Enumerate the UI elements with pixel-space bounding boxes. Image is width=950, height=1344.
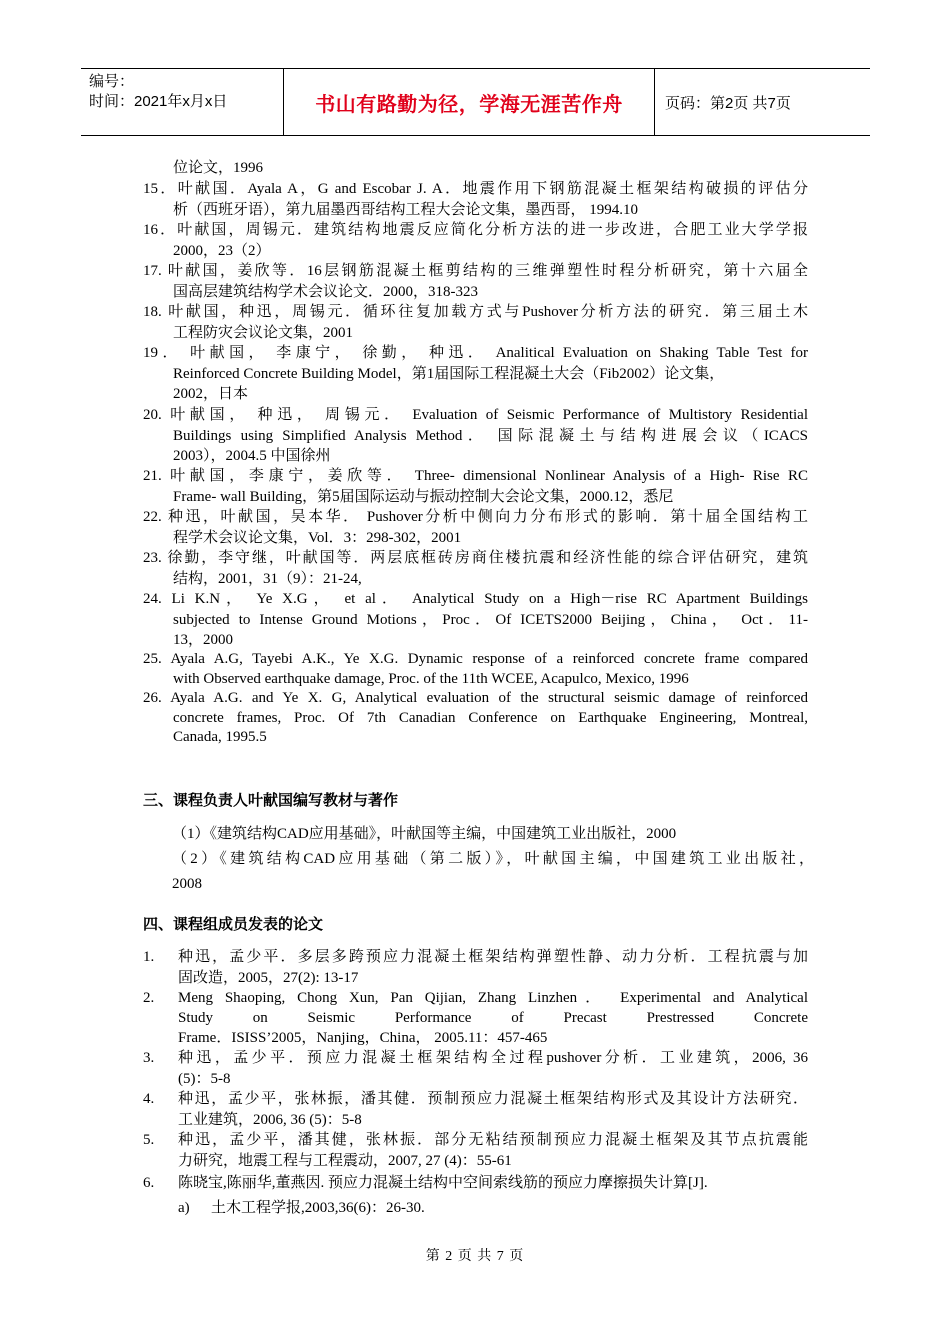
document-number-label: 编号： xyxy=(89,73,135,90)
textbook-item: （1）《建筑结构CAD应用基础》，叶献国等主编，中国建筑工业出版社，2000 xyxy=(172,826,677,842)
document-time-label: 时间：2021年x月x日 xyxy=(89,93,228,110)
reference-item: 17. 叶献国，姜欣等．16层钢筋混凝土框剪结构的三维弹塑性时程分析研究，第十六届全 国高层建筑结构学术会议论文．2000，318-323 xyxy=(143,263,808,300)
reference-item: 26. Ayala A.G. and Ye X. G, Analytical evaluation of the structural seismic damage of reinforced concrete frames, Proc. Of 7th Canadian Conference on Earthquake Engineering, Montreal, Canada, 1995.5 xyxy=(143,690,808,745)
textbook-item: （2）《建筑结构CAD应用基础（第二版）》，叶献国主编，中国建筑工业出版社， xyxy=(172,851,814,867)
page-footer: 第 2 页 共 7 页 xyxy=(425,1249,525,1264)
reference-item: 23. 徐勤，李守继，叶献国等．两层底框砖房商住楼抗震和经济性能的综合评估研究，建筑 结构，2001，31（9）：21-24, xyxy=(143,550,808,587)
section-title: 三、课程负责人叶献国编写教材与著作 xyxy=(143,791,399,809)
header-motto: 书山有路勤为径，学海无涯苦作舟 xyxy=(283,69,655,135)
reference-item: 15．叶献国．Ayala A，G and Escobar J. A．地震作用下钢筋混凝土框架结构破损的评估分 析（西班牙语），第九届墨西哥结构工程大会论文集，墨西哥， 1994.10 xyxy=(143,181,808,218)
paper-subitem-label: a) xyxy=(178,1200,190,1216)
paper-item: 1. 种迅，孟少平．多层多跨预应力混凝土框架结构弹塑性静、动力分析．工程抗震与加 固改造，2005，27(2): 13-17 xyxy=(143,949,808,986)
page-header xyxy=(81,68,870,136)
header-left-cell xyxy=(81,69,283,135)
reference-item: 24. Li K.N， Ye X.G， et al． Analytical Study on a High－rise RC Apartment Buildings subjected to Intense Ground Motions，Proc．Of ICETS2000 Beijing，China， Oct．11- 13，2000 xyxy=(143,591,808,648)
paper-item: 2. Meng Shaoping, Chong Xun, Pan Qijian, Zhang Linzhen． Experimental and Analytical Study on Seismic Performance of Precast Prestressed Concrete Frame．ISISS’2005，Nanjing，China， 2005.11：457-465 xyxy=(143,990,808,1046)
paper-item: 5. 种迅，孟少平，潘其健，张林振．部分无粘结预制预应力混凝土框架及其节点抗震能 力研究，地震工程与工程震动，2007, 27 (4)：55-61 xyxy=(143,1132,808,1169)
textbook-item-continuation: 2008 xyxy=(172,876,202,892)
header-page-label: 页码：第2页 共7页 xyxy=(665,94,791,112)
section-title: 四、课程组成员发表的论文 xyxy=(143,915,324,933)
reference-item: 16．叶献国，周锡元．建筑结构地震反应简化分析方法的进一步改进，合肥工业大学学报 2000，23（2） xyxy=(143,222,808,259)
reference-item: 位论文，1996 xyxy=(173,160,264,176)
paper-item: 6. 陈晓宝,陈丽华,董燕因. 预应力混凝土结构中空间索线筋的预应力摩擦损失计算[J]. xyxy=(143,1175,708,1191)
paper-item: 4. 种迅，孟少平，张林振，潘其健．预制预应力混凝土框架结构形式及其设计方法研究． 工业建筑，2006, 36 (5)：5-8 xyxy=(143,1091,808,1128)
reference-item: 20. 叶献国， 种迅， 周锡元． Evaluation of Seismic Performance of Multistory Residential Buildings using Simplified Analysis Method． 国际混凝土与结构进展会议（ICACS 2003），2004.5 中国徐州 xyxy=(143,407,808,464)
reference-item: 19． 叶献国， 李康宁， 徐勤， 种迅． Analitical Evaluation on Shaking Table Test for Reinforced Concrete Building Model，第1届国际工程混凝土大会（Fib2002）论文集， 2002，日本 xyxy=(143,345,808,402)
reference-item: 21. 叶献国，李康宁，姜欣等． Three- dimensional Nonlinear Analysis of a High- Rise RC Frame- wall Building，第5届国际运动与振动控制大会论文集，2000.12，悉尼 xyxy=(143,468,808,505)
reference-item: 22. 种迅，叶献国，吴本华． Pushover分析中侧向力分布形式的影响．第十届全国结构工 程学术会议论文集，Vol．3：298-302，2001 xyxy=(143,509,808,546)
reference-item: 18. 叶献国，种迅，周锡元．循环往复加载方式与Pushover分析方法的研究．第三届土木 工程防灾会议论文集，2001 xyxy=(143,304,808,341)
reference-item: 25. Ayala A.G, Tayebi A.K., Ye X.G. Dynamic response of a reinforced concrete frame compared with Observed earthquake damage, Proc. of the 11th WCEE, Acapulco, Mexico, 1996 xyxy=(143,651,808,687)
paper-subitem-text: 土木工程学报,2003,36(6)：26-30. xyxy=(211,1200,425,1216)
paper-item: 3. 种迅，孟少平．预应力混凝土框架结构全过程pushover分析．工业建筑，2006, 36 (5)：5-8 xyxy=(143,1050,808,1087)
